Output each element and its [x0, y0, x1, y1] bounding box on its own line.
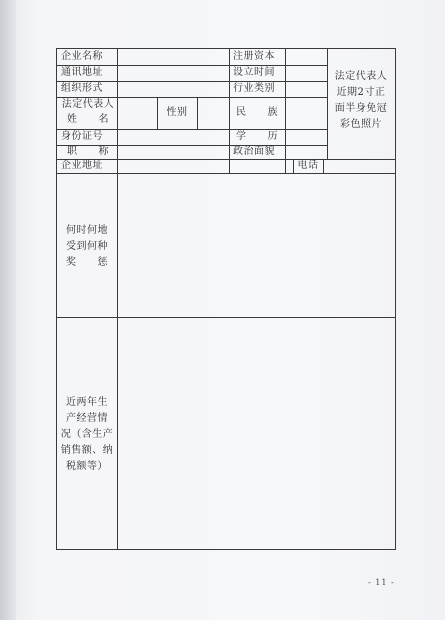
business-label-line: 况（含生产	[60, 429, 114, 440]
ethnicity-label: 民 族	[236, 107, 278, 118]
photo-text-line: 近期2寸正	[336, 87, 386, 98]
registration-form-table	[56, 48, 396, 550]
political-status-label: 政治面貌	[233, 146, 275, 157]
row-divider	[57, 129, 327, 130]
col-divider	[327, 49, 328, 159]
registered-capital-label: 注册资本	[233, 51, 275, 62]
photo-text-line: 彩色照片	[340, 119, 382, 130]
rep-name-label-line2: 姓 名	[67, 114, 109, 125]
job-title-label: 职 称	[67, 146, 109, 157]
org-form-label: 组织形式	[61, 83, 103, 94]
awards-label-line: 何时何地	[66, 225, 108, 236]
gender-label: 性别	[166, 107, 188, 118]
mailing-address-label: 通讯地址	[61, 67, 103, 78]
col-divider	[323, 159, 324, 173]
row-divider	[57, 159, 395, 160]
awards-label	[57, 223, 117, 271]
col-divider	[117, 49, 118, 549]
awards-label-line: 受到何种	[66, 241, 108, 252]
row-divider	[57, 65, 327, 66]
rep-name-label-line1: 法定代表人	[61, 99, 115, 110]
row-divider	[57, 317, 395, 318]
row-divider	[57, 97, 327, 98]
row-divider	[57, 173, 395, 174]
awards-label-line: 奖 惩	[66, 257, 108, 268]
page-number: - 11 -	[368, 578, 395, 587]
row-divider	[57, 81, 327, 82]
binding-edge	[0, 0, 16, 620]
business-label-line: 税额等）	[66, 461, 108, 472]
col-divider	[285, 49, 286, 173]
education-label: 学 历	[236, 131, 278, 142]
industry-label: 行业类别	[233, 83, 275, 94]
photo-text-line: 法定代表人	[334, 71, 388, 82]
business-label-line: 销售额、纳	[60, 445, 114, 456]
company-name-label: 企业名称	[61, 51, 103, 62]
established-date-label: 设立时间	[233, 67, 275, 78]
company-address-label: 企业地址	[61, 160, 103, 171]
business-label-line: 近两年生	[66, 397, 108, 408]
photo-text-line: 面半身免冠	[334, 103, 388, 114]
phone-label: 电话	[297, 160, 319, 171]
business-label	[57, 395, 117, 475]
photo-placeholder-text	[329, 69, 393, 133]
col-divider	[197, 97, 198, 129]
business-label-line: 产经营情	[66, 413, 108, 424]
id-number-label: 身份证号	[61, 131, 103, 142]
